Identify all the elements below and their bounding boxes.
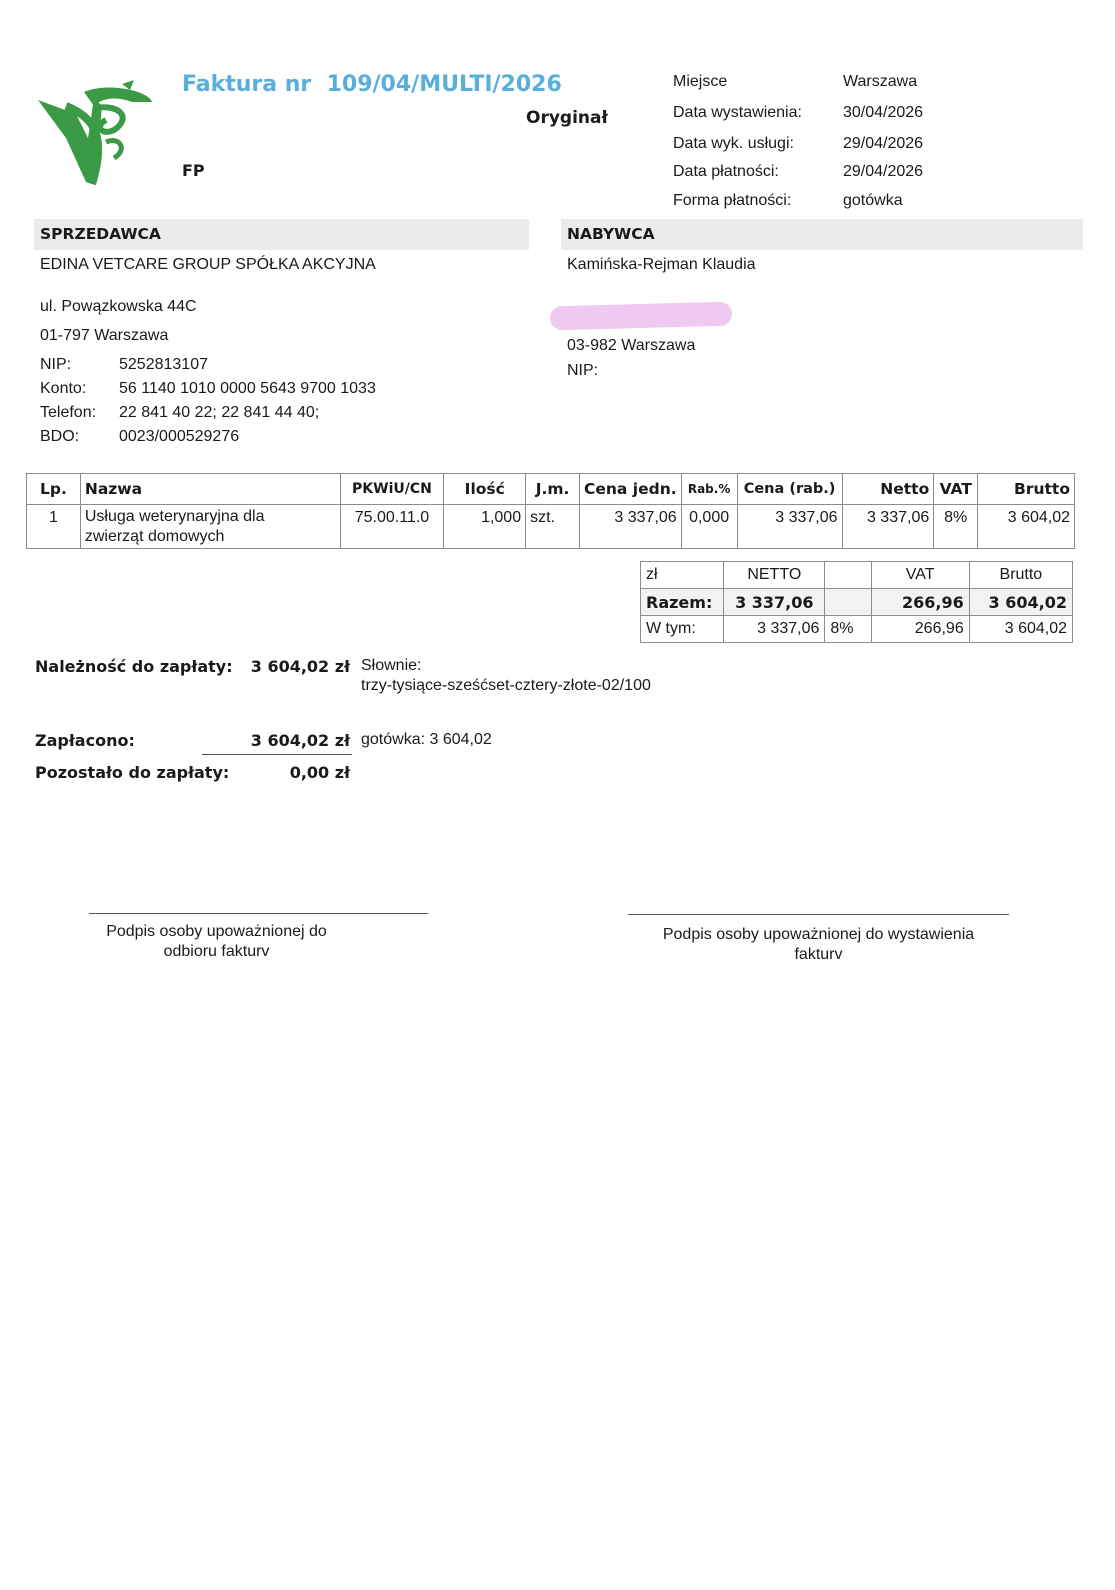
col-unit-price: Cena jedn.	[580, 474, 682, 505]
paid-label: Zapłacono:	[35, 731, 135, 750]
receiver-signature-caption	[89, 922, 344, 962]
seller-header-bar	[34, 219, 529, 250]
totals-col-gross: Brutto	[969, 562, 1072, 589]
table-row	[27, 505, 1075, 549]
meta-label-issue-date: Data wystawienia:	[673, 104, 802, 121]
col-net: Netto	[842, 474, 934, 505]
totals-table	[640, 561, 1073, 643]
item-discount: 0,000	[681, 505, 737, 549]
item-unit-price: 3 337,06	[580, 505, 682, 549]
meta-label-service-date: Data wyk. usługi:	[673, 135, 794, 152]
meta-value-payment-date: 29/04/2026	[843, 163, 924, 180]
totals-sum-net: 3 337,06	[724, 589, 825, 616]
item-net: 3 337,06	[842, 505, 934, 549]
col-gross: Brutto	[978, 474, 1075, 505]
company-logo	[36, 78, 156, 188]
totals-incl-row	[641, 616, 1073, 643]
seller-bdo: 0023/000529276	[119, 428, 240, 445]
copy-label: Oryginał	[526, 108, 608, 128]
totals-sum-label: Razem:	[641, 589, 724, 616]
col-lp: Lp.	[27, 474, 81, 505]
paid-method: gotówka: 3 604,02	[361, 731, 492, 748]
item-lp: 1	[27, 505, 81, 549]
totals-sum-gross: 3 604,02	[969, 589, 1072, 616]
items-table	[26, 473, 1075, 549]
item-vat: 8%	[934, 505, 978, 549]
seller-phone-label: Telefon:	[40, 404, 97, 421]
receiver-caption-line1: Podpis osoby upoważnionej do	[106, 923, 327, 940]
col-name: Nazwa	[80, 474, 340, 505]
items-header-row	[27, 474, 1075, 505]
totals-incl-rate: 8%	[825, 616, 871, 643]
buyer-nip-label: NIP:	[567, 362, 599, 379]
seller-heading: SPRZEDAWCA	[40, 225, 161, 243]
item-pkwiu: 75.00.11.0	[340, 505, 444, 549]
meta-value-service-date: 29/04/2026	[843, 135, 924, 152]
col-vat: VAT	[934, 474, 978, 505]
meta-label-payment-date: Data płatności:	[673, 163, 779, 180]
seller-phone: 22 841 40 22; 22 841 44 40;	[119, 404, 320, 421]
col-qty: Ilość	[444, 474, 526, 505]
totals-sum-row	[641, 589, 1073, 616]
totals-sum-vat: 266,96	[871, 589, 969, 616]
invoice-title: Faktura nr 109/04/MULTI/2026	[182, 72, 562, 97]
buyer-city: 03-982 Warszawa	[567, 337, 696, 354]
col-discounted-price: Cena (rab.)	[737, 474, 842, 505]
totals-incl-net: 3 337,06	[724, 616, 825, 643]
paid-underline	[202, 754, 352, 755]
item-unit: szt.	[526, 505, 580, 549]
meta-label-place: Miejsce	[673, 73, 728, 90]
totals-incl-vat: 266,96	[871, 616, 969, 643]
item-discounted-price: 3 337,06	[737, 505, 842, 549]
seller-account-label: Konto:	[40, 380, 87, 397]
buyer-name: Kamińska-Rejman Klaudia	[567, 256, 756, 273]
due-amount: 3 604,02 zł	[250, 657, 350, 676]
totals-incl-label: W tym:	[641, 616, 724, 643]
remaining-amount: 0,00 zł	[289, 763, 350, 782]
meta-value-payment-form: gotówka	[843, 192, 903, 209]
totals-sum-rate	[825, 589, 871, 616]
item-gross: 3 604,02	[978, 505, 1075, 549]
item-qty: 1,000	[444, 505, 526, 549]
amount-in-words: trzy-tysiące-sześćset-cztery-złote-02/100	[361, 677, 651, 694]
totals-currency: zł	[641, 562, 724, 589]
receiver-signature-line	[89, 913, 428, 914]
totals-col-vat: VAT	[871, 562, 969, 589]
due-label: Należność do zapłaty:	[35, 657, 233, 676]
buyer-heading: NABYWCA	[567, 225, 655, 243]
item-name-line2: zwierząt domowych	[84, 528, 225, 545]
seller-street: ul. Powązkowska 44C	[40, 298, 197, 315]
issuer-signature-caption	[628, 925, 1009, 965]
words-label: Słownie:	[361, 657, 422, 674]
issuer-signature-line	[628, 914, 1009, 915]
col-unit: J.m.	[526, 474, 580, 505]
meta-value-issue-date: 30/04/2026	[843, 104, 924, 121]
address-redaction-mark	[550, 302, 733, 331]
totals-col-rate	[825, 562, 871, 589]
col-pkwiu: PKWiU/CN	[340, 474, 444, 505]
item-name-cell	[80, 505, 340, 549]
issuer-caption-line2: fakturv	[794, 946, 843, 963]
seller-nip: 5252813107	[119, 356, 208, 373]
issuer-caption-line1: Podpis osoby upoważnionej do wystawienia	[662, 926, 975, 943]
seller-name: EDINA VETCARE GROUP SPÓŁKA AKCYJNA	[40, 256, 376, 273]
col-discount: Rab.%	[681, 474, 737, 505]
totals-incl-gross: 3 604,02	[969, 616, 1072, 643]
paid-amount: 3 604,02 zł	[250, 731, 350, 750]
totals-col-net: NETTO	[724, 562, 825, 589]
invoice-type-code: FP	[182, 161, 205, 180]
receiver-caption-line2: odbioru fakturv	[163, 943, 270, 960]
meta-label-payment-form: Forma płatności:	[673, 192, 792, 209]
seller-nip-label: NIP:	[40, 356, 72, 373]
seller-bdo-label: BDO:	[40, 428, 80, 445]
remaining-label: Pozostało do zapłaty:	[35, 763, 230, 782]
item-name-line1: Usługa weterynaryjna dla	[84, 508, 265, 525]
vet-caduceus-logo-icon	[36, 78, 156, 188]
seller-account: 56 1140 1010 0000 5643 9700 1033	[119, 380, 376, 397]
meta-value-place: Warszawa	[843, 73, 918, 90]
seller-city: 01-797 Warszawa	[40, 327, 169, 344]
totals-header-row	[641, 562, 1073, 589]
buyer-header-bar	[561, 219, 1083, 250]
